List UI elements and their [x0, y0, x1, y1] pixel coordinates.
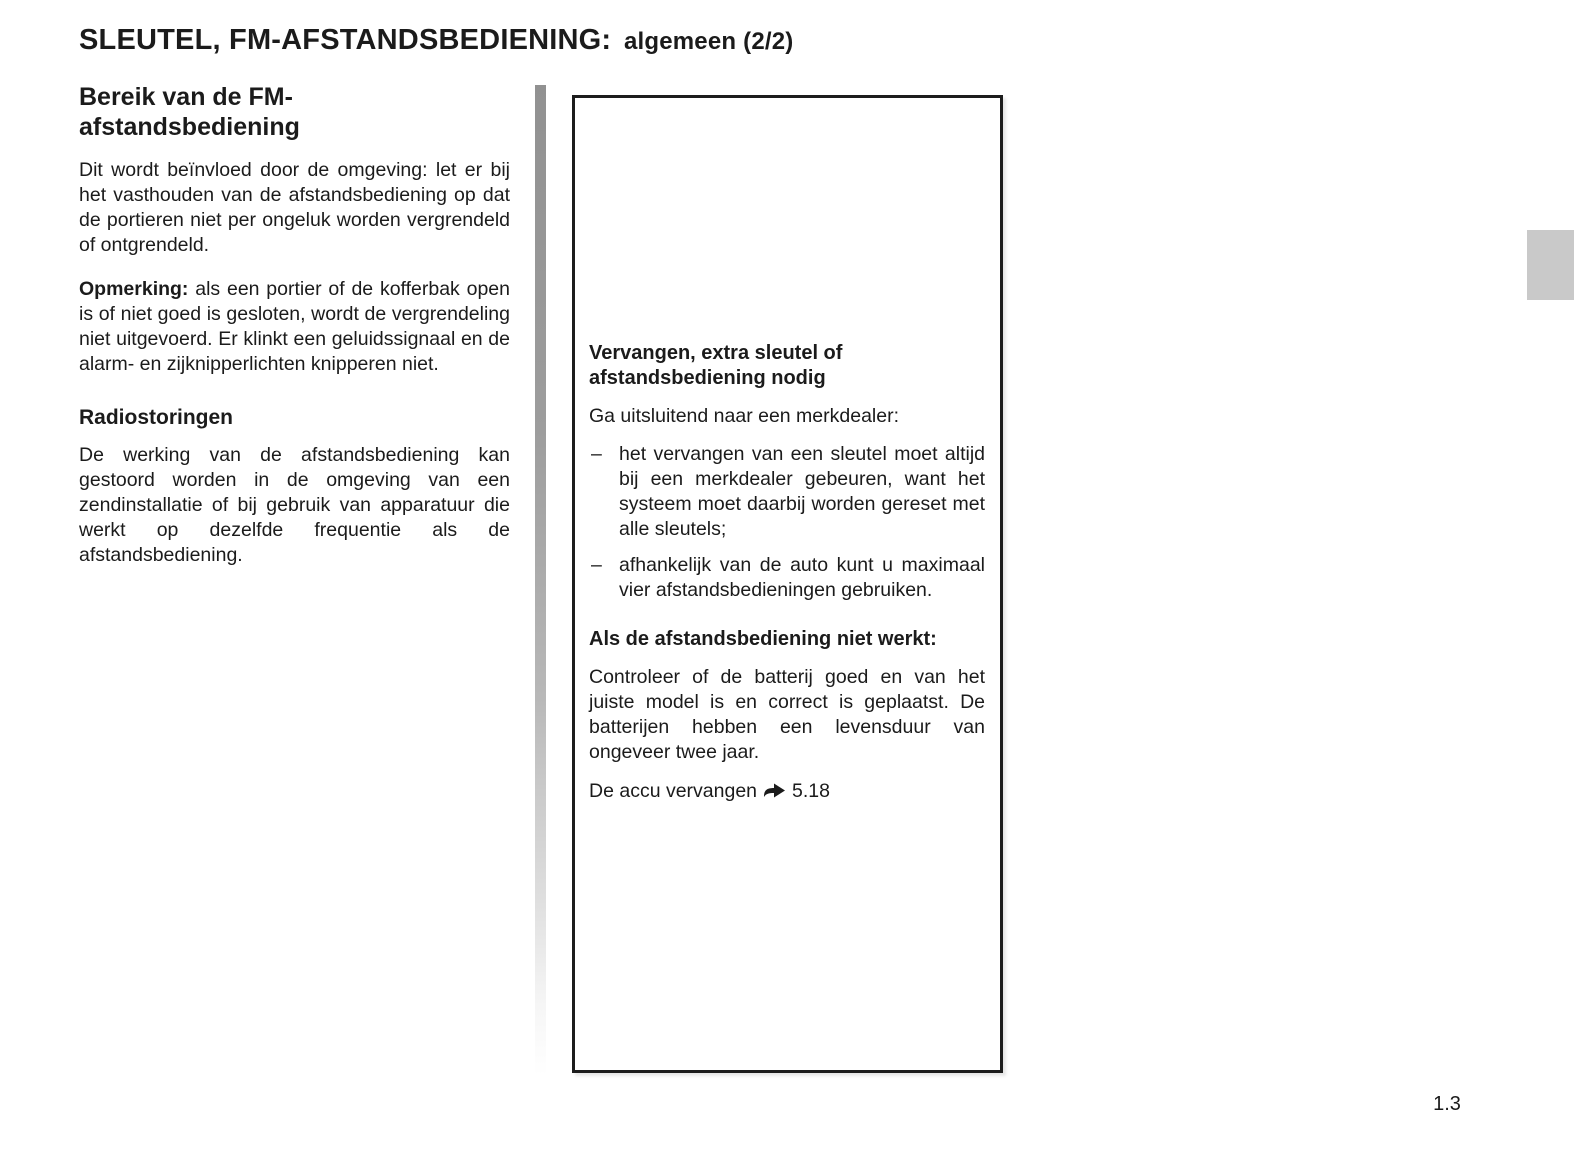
list-item	[589, 553, 985, 603]
curved-right-arrow-icon	[763, 783, 786, 798]
page-number: 1.3	[1433, 1093, 1461, 1115]
page-title-main: SLEUTEL, FM-AFSTANDSBEDIENING:	[79, 24, 612, 56]
bullet-list	[589, 442, 985, 603]
column-divider	[535, 85, 546, 1075]
page-title	[79, 24, 793, 57]
section-edge-tab	[1527, 230, 1574, 300]
info-box-paragraph: Controleer of de batterij goed en van het juiste model is en correct is geplaatst. De batterijen hebben een levensduur van ongeveer twee jaar.	[589, 666, 985, 763]
left-column	[79, 82, 510, 587]
info-box-subheading: Als de afstandsbediening niet werkt:	[589, 628, 937, 650]
note-label: Opmerking:	[79, 278, 189, 300]
section-heading-radiostoringen: Radiostoringen	[79, 406, 234, 429]
cross-reference-number: 5.18	[792, 780, 830, 802]
note-paragraph	[79, 277, 510, 377]
note-text: als een portier of de kofferbak open is of niet goed is gesloten, wordt de vergrendeling niet uitgevoerd. Er klinkt een geluidssignaal en de alarm- en zijknipperlichten knipperen niet.	[79, 278, 510, 375]
bullet-dash: –	[591, 443, 602, 465]
list-item	[589, 442, 985, 542]
info-box-heading: Vervangen, extra sleutel of afstandsbediening nodig	[589, 342, 843, 389]
bullet-text: het vervangen van een sleutel moet altijd bij een merkdealer gebeuren, want het systeem moet daarbij worden gereset met alle sleutels;	[619, 443, 985, 540]
page-title-sub: algemeen (2/2)	[623, 28, 794, 55]
bullet-dash: –	[591, 554, 602, 576]
section-heading-bereik: Bereik van de FM-afstandsbediening	[79, 83, 300, 141]
cross-reference-text: De accu vervangen	[589, 780, 758, 802]
info-box-intro: Ga uitsluitend naar een merkdealer:	[589, 405, 900, 427]
paragraph-bereik: Dit wordt beïnvloed door de omgeving: let er bij het vasthouden van de afstandsbediening op dat de portieren niet per ongeluk worden vergrendeld of ontgrendeld.	[79, 159, 510, 256]
cross-reference-line	[589, 779, 985, 804]
bullet-text: afhankelijk van de auto kunt u maximaal vier afstandsbedieningen gebruiken.	[619, 554, 985, 601]
paragraph-radiostoringen: De werking van de afstandsbediening kan gestoord worden in de omgeving van een zendinstallatie of bij gebruik van apparatuur die werkt op dezelfde frequentie als de afstandsbediening.	[79, 444, 510, 566]
info-box	[572, 95, 1003, 1073]
